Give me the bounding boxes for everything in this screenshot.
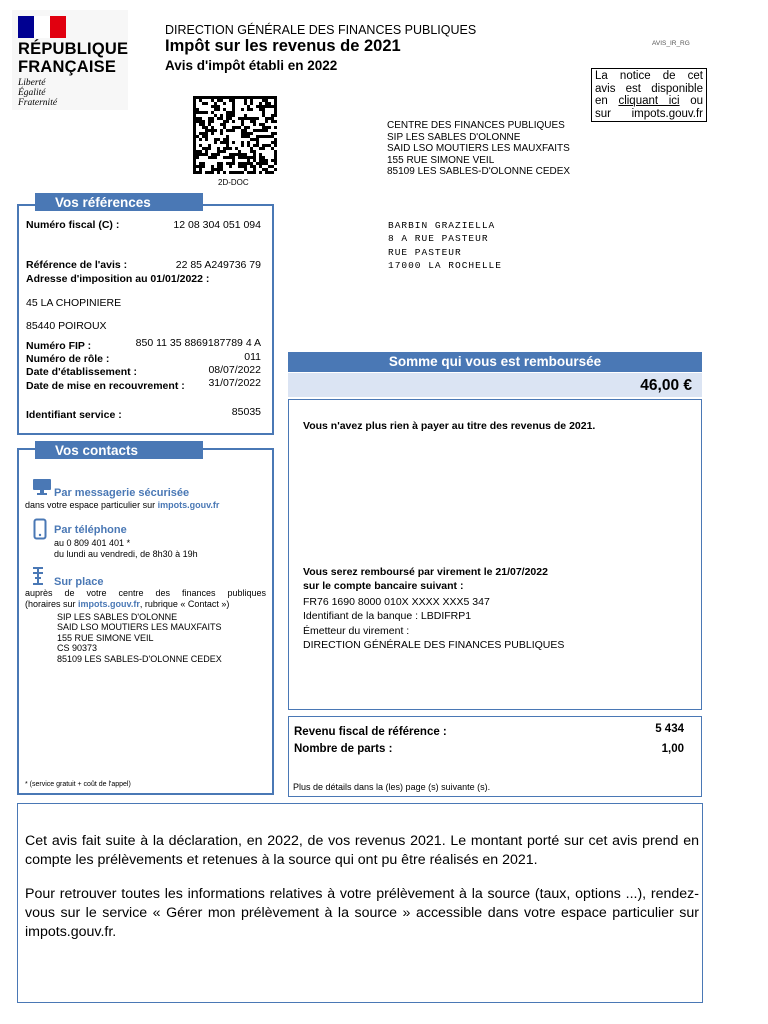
- references-title: Vos références: [35, 193, 203, 211]
- rfr-label: Revenu fiscal de référence :: [294, 726, 447, 738]
- contacts-title: Vos contacts: [35, 441, 203, 459]
- page-subtitle: Avis d'impôt établi en 2022: [165, 58, 338, 73]
- qr-label: 2D-DOC: [218, 178, 249, 187]
- transfer-line2: sur le compte bancaire suivant :: [303, 580, 464, 592]
- fiscal-number: 12 08 304 051 094: [173, 219, 261, 231]
- parts-value: 1,00: [661, 743, 684, 755]
- qr-code-icon: [193, 96, 277, 174]
- place-address: SIP LES SABLES D'OLONNE SAID LSO MOUTIERS LES MAUXFAITS 155 RUE SIMONE VEIL CS 90373 85109 LES SABLES-D'OLONNE CEDEX: [57, 612, 222, 664]
- parts-label: Nombre de parts :: [294, 743, 393, 755]
- issuer-label: Émetteur du virement :: [303, 625, 410, 637]
- place-text-2: (horaires sur impots.gouv.fr, rubrique « Contact »): [25, 599, 230, 609]
- place-link[interactable]: impots.gouv.fr: [78, 599, 140, 609]
- iban: FR76 1690 8000 010X XXXX XXX5 347: [303, 596, 490, 608]
- fip-number: 850 11 35 8869187789 4 A: [135, 337, 261, 349]
- nothing-to-pay: Vous n'avez plus rien à payer au titre des revenus de 2021.: [303, 420, 596, 432]
- page-title: Impôt sur les revenus de 2021: [165, 37, 401, 55]
- recipient-address: BARBIN GRAZIELLA 8 A RUE PASTEUR RUE PASTEUR 17000 LA ROCHELLE: [388, 220, 502, 271]
- service-id: 85035: [231, 406, 261, 418]
- date-label: Date d'établissement :: [26, 366, 138, 378]
- contacts-footnote: * (service gratuit + coût de l'appel): [25, 781, 131, 788]
- messaging-heading: Par messagerie sécurisée: [54, 487, 190, 499]
- place-heading: Sur place: [54, 576, 104, 588]
- role-label: Numéro de rôle :: [26, 353, 110, 365]
- logo-motto: Liberté Égalité Fraternité: [18, 78, 58, 108]
- messaging-text: dans votre espace particulier sur impots.gouv.fr: [25, 500, 220, 510]
- flag-red: [50, 16, 66, 38]
- fiscal-number-label: Numéro fiscal (C) :: [26, 219, 120, 231]
- phone-hours: du lundi au vendredi, de 8h30 à 19h: [54, 549, 198, 559]
- bottom-info-text: [25, 832, 699, 942]
- info-paragraph-2: Pour retrouver toutes les informations relatives à votre prélèvement à la source (taux, options ...), rendez-vous sur le service « Gérer mon prélèvement à la source » accessible dans votre espace particulier sur impots.gouv.fr.: [25, 886, 699, 940]
- details-text: Plus de détails dans la (les) page (s) suivante (s).: [293, 782, 491, 792]
- notice-ref: 22 85 A249736 79: [175, 259, 261, 271]
- notice-ref-label: Référence de l'avis :: [26, 259, 128, 271]
- header-direction: DIRECTION GÉNÉRALE DES FINANCES PUBLIQUES: [165, 23, 477, 37]
- notice-link[interactable]: cliquant ici: [618, 95, 680, 107]
- messaging-link[interactable]: impots.gouv.fr: [157, 500, 220, 510]
- role-number: 011: [244, 351, 261, 363]
- tax-center-address: CENTRE DES FINANCES PUBLIQUES SIP LES SABLES D'OLONNE SAID LSO MOUTIERS LES MAUXFAITS 155 RUE SIMONE VEIL 85109 LES SABLES-D'OLONNE CEDEX: [387, 120, 571, 178]
- fip-label: Numéro FIP :: [26, 340, 92, 352]
- issuer: DIRECTION GÉNÉRALE DES FINANCES PUBLIQUES: [303, 639, 565, 651]
- refund-details-box: [288, 399, 702, 710]
- computer-icon: [32, 478, 52, 496]
- refund-amount: 46,00 €: [288, 373, 702, 397]
- recovery-label: Date de mise en recouvrement :: [26, 380, 185, 392]
- flag-blue: [18, 16, 34, 38]
- building-icon: [30, 567, 46, 585]
- notice-box: La notice de cet avis est disponible en cliquant ici ou sur impots.gouv.fr: [591, 68, 707, 122]
- refund-title: Somme qui vous est remboursée: [288, 352, 702, 372]
- flag-white: [34, 16, 50, 38]
- transfer-line1: Vous serez remboursé par virement le 21/07/2022: [303, 566, 548, 578]
- rfr-value: 5 434: [655, 723, 684, 735]
- flag-icon: [18, 16, 66, 38]
- address-label: Adresse d'imposition au 01/01/2022 :: [26, 273, 210, 285]
- recovery-date: 31/07/2022: [208, 377, 261, 389]
- phone-number: au 0 809 401 401 *: [54, 538, 131, 548]
- phone-icon: [33, 518, 47, 540]
- info-paragraph-1: Cet avis fait suite à la déclaration, en 2022, de vos revenus 2021. Le montant porté sur cet avis prend en compte les prélèvements et retenues à la source qui ont pu être réalisés en 2021.: [25, 833, 699, 868]
- establishment-date: 08/07/2022: [208, 364, 261, 376]
- address-line1: 45 LA CHOPINIERE: [26, 297, 122, 309]
- document-code: AVIS_IR_RG: [652, 40, 690, 47]
- service-label: Identifiant service :: [26, 409, 122, 421]
- bank-id: Identifiant de la banque : LBDIFRP1: [303, 610, 472, 622]
- logo-text: RÉPUBLIQUE FRANÇAISE: [18, 40, 129, 76]
- place-text-1: auprès de votre centre des finances publiques: [25, 588, 266, 598]
- phone-heading: Par téléphone: [54, 524, 127, 536]
- address-line2: 85440 POIROUX: [26, 320, 107, 332]
